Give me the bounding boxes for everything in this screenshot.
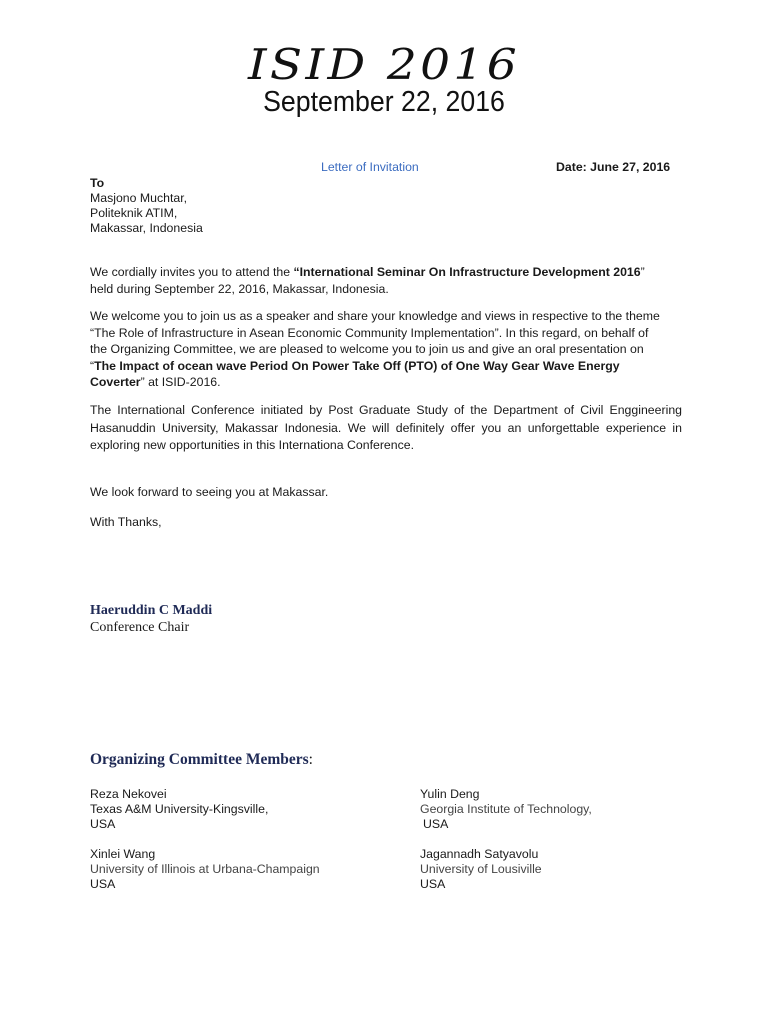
member-country: USA	[90, 817, 116, 831]
signatory-name: Haeruddin C Maddi	[90, 603, 213, 618]
paragraph-speaker	[90, 308, 682, 391]
paragraph-conference	[90, 402, 682, 455]
presentation-topic-end: Coverter	[90, 375, 141, 389]
member-country: USA	[420, 877, 446, 891]
member-affiliation: Texas A&M University-Kingsville,	[90, 802, 269, 816]
recipient-institution: Politeknik ATIM,	[90, 206, 178, 220]
speaker-line-3: the Organizing Committee, we are pleased to welcome you to join us and give an oral presentation on	[90, 342, 644, 356]
recipient-name: Masjono Muchtar,	[90, 191, 188, 205]
event-title: ISID 2016	[247, 40, 521, 89]
committee-heading-text: Organizing Committee Members	[90, 751, 309, 768]
presentation-topic: The Impact of ocean wave Period On Power Take Off (PTO) of One Way Gear Wave Energy	[94, 358, 620, 373]
committee-heading-colon: :	[308, 751, 313, 768]
member-name: Yulin Deng	[420, 787, 480, 801]
conference-line-3: exploring new opportunities in this Internationa Conference.	[90, 438, 415, 452]
letter-date: Date: June 27, 2016	[556, 160, 671, 174]
invitation-text: We cordially invites you to attend the	[90, 265, 294, 279]
letter-heading: Letter of Invitation	[321, 160, 419, 174]
signatory-role: Conference Chair	[90, 620, 190, 635]
member-name: Xinlei Wang	[90, 847, 156, 861]
to-label: To	[90, 176, 105, 190]
member-country: USA	[423, 817, 449, 831]
closing-salutation: With Thanks,	[90, 515, 162, 529]
member-name: Reza Nekovei	[90, 787, 167, 801]
committee-heading	[90, 751, 313, 769]
seminar-quote-close: ”	[640, 265, 645, 279]
member-affiliation: University of Illinois at Urbana-Champaign	[90, 862, 320, 876]
seminar-name: “International Seminar On Infrastructure Development 2016	[293, 265, 641, 279]
topic-quote-open: “	[90, 358, 95, 373]
member-name: Jagannadh Satyavolu	[420, 847, 539, 861]
paragraph-invitation	[90, 264, 682, 297]
member-country: USA	[90, 877, 116, 891]
event-date: September 22, 2016	[263, 86, 505, 118]
member-affiliation: University of Lousiville	[420, 862, 542, 876]
speaker-line-1: We welcome you to join us as a speaker and share your knowledge and views in respective to the theme	[90, 309, 660, 323]
closing-remark: We look forward to seeing you at Makassar.	[90, 485, 329, 499]
speaker-line-2: “The Role of Infrastructure in Asean Economic Community Implementation”. In this regard, on behalf of	[90, 325, 649, 340]
recipient-location: Makassar, Indonesia	[90, 221, 203, 235]
member-affiliation: Georgia Institute of Technology,	[420, 802, 592, 816]
topic-tail: ” at ISID-2016.	[140, 375, 221, 389]
conference-line-1: The International Conference initiated by Post Graduate Study of the Department of Civil Enggineering	[90, 403, 682, 417]
invitation-text-line2: held during September 22, 2016, Makassar, Indonesia.	[90, 281, 389, 296]
conference-line-2: Hasanuddin University, Makassar Indonesia. We will definitely offer you an unforgettable experience in	[90, 420, 682, 435]
